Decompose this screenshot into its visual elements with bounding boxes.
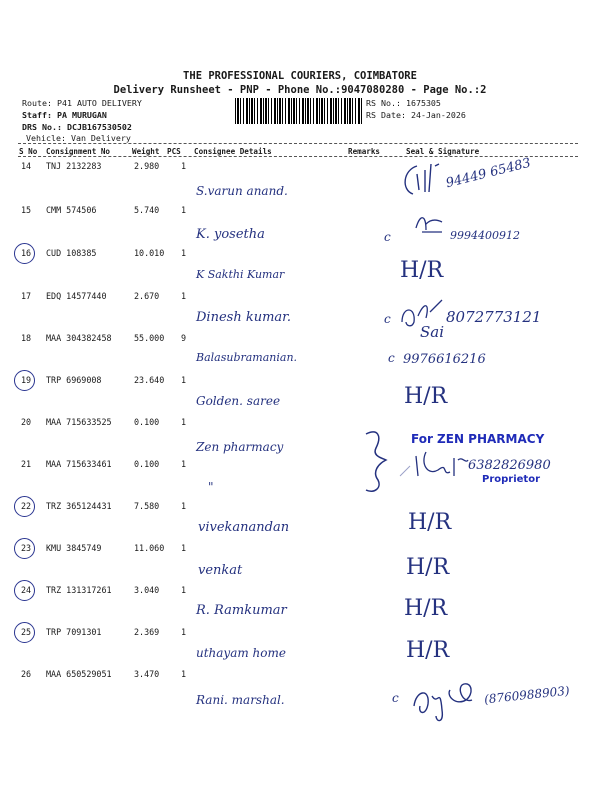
stamp-company: For ZEN PHARMACY: [411, 432, 545, 446]
row-pcs: 1: [181, 669, 187, 679]
handwritten-consignee: Golden. saree: [196, 394, 281, 408]
handwritten-consignee: venkat: [198, 563, 243, 578]
handwritten-consignee: S.varun anand.: [196, 184, 288, 198]
stamp-proprietor: Proprietor: [482, 474, 541, 485]
handwritten-remark: c: [384, 230, 391, 244]
handwritten-hr-mark: H/R: [406, 555, 450, 580]
row-consignment: TRZ 365124431: [46, 501, 112, 511]
row-sno: 16: [21, 248, 32, 258]
row-consignment: TRP 7091301: [46, 627, 102, 637]
rs-date: RS Date: 24-Jan-2026: [366, 110, 466, 120]
sno-circle-mark: [14, 580, 35, 601]
sno-circle-mark: [14, 496, 35, 517]
row-pcs: 1: [181, 459, 187, 469]
row-weight: 0.100: [134, 417, 160, 427]
handwritten-consignee: uthayam home: [196, 646, 286, 660]
row-pcs: 1: [181, 291, 187, 301]
handwritten-hr-mark: H/R: [404, 596, 448, 621]
handwritten-sai: Sai: [420, 323, 445, 341]
company-title: THE PROFESSIONAL COURIERS, COIMBATORE: [183, 70, 417, 82]
row-weight: 5.740: [134, 205, 160, 215]
handwritten-consignee: Balasubramanian.: [196, 351, 298, 364]
row-pcs: 1: [181, 375, 187, 385]
col-consignee: Consignee Details: [194, 147, 272, 156]
handwritten-consignee: vivekanandan: [198, 520, 290, 535]
handwritten-phone: 8072773121: [446, 308, 542, 326]
col-pcs: PCS: [167, 147, 181, 156]
row-weight: 55.000: [134, 333, 165, 343]
row-sno: 17: [21, 291, 32, 301]
row-pcs: 1: [181, 543, 187, 553]
row-sno: 18: [21, 333, 32, 343]
sno-circle-mark: [14, 538, 35, 559]
row-pcs: 1: [181, 585, 187, 595]
row-sno: 24: [21, 585, 32, 595]
row-consignment: CUD 108385: [46, 248, 97, 258]
row-sno: 20: [21, 417, 32, 427]
handwritten-phone: (8760988903): [483, 683, 571, 707]
row-weight: 23.640: [134, 375, 165, 385]
route-label: Route: P41 AUTO DELIVERY: [22, 98, 142, 108]
header-rule-bottom: [18, 156, 578, 157]
barcode-image: [235, 98, 363, 124]
row-sno: 26: [21, 669, 32, 679]
sno-circle-mark: [14, 622, 35, 643]
row-consignment: TRZ 131317261: [46, 585, 112, 595]
row-weight: 3.470: [134, 669, 160, 679]
vehicle-label: Vehicle: Van Delivery: [26, 133, 131, 143]
signature-scribble: [406, 676, 486, 726]
handwritten-hr-mark: H/R: [400, 258, 444, 283]
col-weight: Weight: [132, 147, 160, 156]
brace-mark: [362, 428, 392, 498]
row-consignment: KMU 3845749: [46, 543, 102, 553]
col-consignment: Consignment No: [46, 147, 111, 156]
row-weight: 2.369: [134, 627, 160, 637]
row-weight: 10.010: [134, 248, 165, 258]
sno-circle-mark: [14, 243, 35, 264]
row-consignment: TNJ 2132283: [46, 161, 102, 171]
handwritten-phone: 9976616216: [403, 352, 486, 367]
row-pcs: 1: [181, 501, 187, 511]
signature-scribble: [410, 210, 450, 240]
handwritten-phone: 94449 65483: [444, 155, 533, 192]
handwritten-remark: c: [392, 691, 399, 705]
row-consignment: MAA 715633525: [46, 417, 112, 427]
row-sno: 21: [21, 459, 32, 469]
row-weight: 11.060: [134, 543, 165, 553]
row-weight: 2.670: [134, 291, 160, 301]
handwritten-consignee: R. Ramkumar: [196, 603, 287, 618]
staff-label: Staff: PA MURUGAN: [22, 110, 107, 120]
row-weight: 3.040: [134, 585, 160, 595]
row-sno: 15: [21, 205, 32, 215]
drs-number: DRS No.: DCJB167530502: [22, 122, 132, 132]
row-weight: 7.580: [134, 501, 160, 511]
handwritten-phone: 9994400912: [450, 229, 520, 242]
handwritten-remark: c: [388, 351, 395, 365]
row-consignment: MAA 304382458: [46, 333, 112, 343]
row-sno: 19: [21, 375, 32, 385]
handwritten-consignee: K Sakthi Kumar: [196, 268, 285, 281]
row-consignment: MAA 650529051: [46, 669, 112, 679]
header-rule-top: [18, 143, 578, 144]
row-pcs: 1: [181, 627, 187, 637]
row-sno: 14: [21, 161, 32, 171]
rs-number: RS No.: 1675305: [366, 98, 441, 108]
handwritten-remark: c: [384, 312, 391, 326]
row-weight: 0.100: [134, 459, 160, 469]
handwritten-hr-mark: H/R: [404, 384, 448, 409]
row-consignment: CMM 574506: [46, 205, 97, 215]
row-pcs: 9: [181, 333, 187, 343]
row-weight: 2.980: [134, 161, 160, 171]
row-pcs: 1: [181, 248, 187, 258]
col-seal-signature: Seal & Signature: [406, 147, 480, 156]
row-sno: 22: [21, 501, 32, 511]
handwritten-consignee: ": [208, 480, 214, 494]
col-remarks: Remarks: [348, 147, 381, 156]
row-consignment: TRP 6969008: [46, 375, 102, 385]
row-pcs: 1: [181, 205, 187, 215]
handwritten-hr-mark: H/R: [406, 638, 450, 663]
col-sno: S No: [19, 147, 38, 156]
handwritten-phone: 6382826980: [468, 458, 551, 473]
handwritten-consignee: K. yosetha: [196, 227, 265, 242]
row-consignment: MAA 715633461: [46, 459, 112, 469]
handwritten-consignee: Dinesh kumar.: [196, 310, 292, 325]
handwritten-consignee: Rani. marshal.: [196, 693, 285, 707]
row-sno: 25: [21, 627, 32, 637]
row-sno: 23: [21, 543, 32, 553]
handwritten-hr-mark: H/R: [408, 510, 452, 535]
row-consignment: EDQ 14577440: [46, 291, 107, 301]
handwritten-consignee: Zen pharmacy: [196, 440, 284, 454]
row-pcs: 1: [181, 161, 187, 171]
runsheet-subtitle: Delivery Runsheet - PNP - Phone No.:9047080280 - Page No.:2: [113, 84, 487, 96]
sno-circle-mark: [14, 370, 35, 391]
row-pcs: 1: [181, 417, 187, 427]
